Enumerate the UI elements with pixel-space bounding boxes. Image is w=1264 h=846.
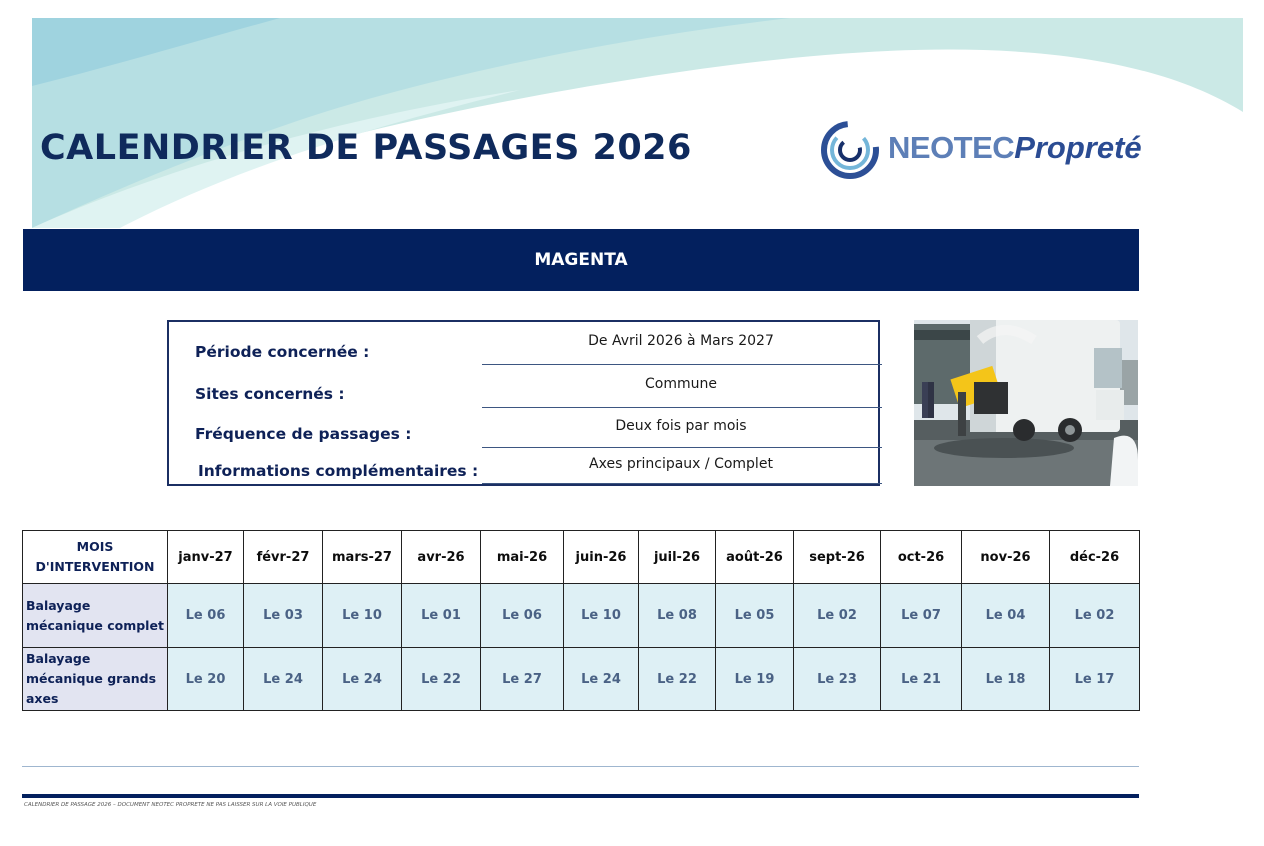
schedule-cell: Le 27 <box>481 648 564 711</box>
schedule-cell: Le 24 <box>244 648 323 711</box>
row-label-line: Balayage <box>26 651 91 666</box>
schedule-cell: Le 21 <box>881 648 962 711</box>
row-label-line: Balayage <box>26 597 91 613</box>
info-value-period: De Avril 2026 à Mars 2027 <box>588 333 774 349</box>
schedule-cell: Le 17 <box>1050 648 1140 711</box>
corner-line: MOIS <box>76 539 114 554</box>
schedule-cell: Le 02 <box>794 584 881 648</box>
schedule-cell: Le 03 <box>244 584 323 648</box>
row-label-full-sweeping <box>23 584 168 648</box>
schedule-cell: Le 24 <box>564 648 639 711</box>
info-divider <box>482 407 882 408</box>
month-header: sept-26 <box>794 531 881 584</box>
schedule-cell: Le 22 <box>639 648 716 711</box>
row-label-main-axes-sweeping <box>23 648 168 711</box>
zone-name: MAGENTA <box>534 250 628 270</box>
month-header: août-26 <box>716 531 794 584</box>
schedule-cell: Le 19 <box>716 648 794 711</box>
month-header: mars-27 <box>323 531 402 584</box>
row-label-line: mécanique complet <box>26 617 164 633</box>
footer-note: CALENDRIER DE PASSAGE 2026 – DOCUMENT NEOTEC PROPRETE NE PAS LAISSER SUR LA VOIE PUBLIQUE <box>24 802 317 808</box>
info-label-additional: Informations complémentaires : <box>198 462 479 480</box>
table-row <box>23 584 1140 648</box>
info-value-frequency: Deux fois par mois <box>615 418 747 434</box>
truck-illustration <box>914 320 1138 486</box>
schedule-cell: Le 10 <box>564 584 639 648</box>
info-label-frequency: Fréquence de passages : <box>195 425 412 443</box>
month-header: avr-26 <box>402 531 481 584</box>
info-divider <box>482 483 882 484</box>
company-logo <box>820 120 1150 182</box>
schedule-cell: Le 06 <box>481 584 564 648</box>
footer-bar <box>22 794 1139 798</box>
schedule-cell: Le 01 <box>402 584 481 648</box>
schedule-table <box>22 530 1140 711</box>
info-value-additional: Axes principaux / Complet <box>589 456 773 472</box>
schedule-cell: Le 18 <box>962 648 1050 711</box>
schedule-cell: Le 22 <box>402 648 481 711</box>
info-label-sites: Sites concernés : <box>195 385 345 403</box>
schedule-cell: Le 06 <box>168 584 244 648</box>
month-header: déc-26 <box>1050 531 1140 584</box>
page-title: CALENDRIER DE PASSAGES 2026 <box>40 128 692 168</box>
month-header: mai-26 <box>481 531 564 584</box>
month-header-corner <box>23 531 168 584</box>
schedule-cell: Le 08 <box>639 584 716 648</box>
month-header: juil-26 <box>639 531 716 584</box>
header-wave-background <box>0 0 1264 230</box>
schedule-cell: Le 10 <box>323 584 402 648</box>
swirl-logo-icon <box>820 120 880 180</box>
schedule-cell: Le 04 <box>962 584 1050 648</box>
logo-text-proprete: Propreté <box>1014 130 1142 165</box>
month-header: juin-26 <box>564 531 639 584</box>
month-header: janv-27 <box>168 531 244 584</box>
month-header: févr-27 <box>244 531 323 584</box>
info-label-period: Période concernée : <box>195 343 370 361</box>
row-label-line: mécanique grands <box>26 671 157 686</box>
zone-banner <box>23 229 1139 291</box>
schedule-cell: Le 20 <box>168 648 244 711</box>
garbage-truck-photo <box>914 320 1138 486</box>
footer-divider <box>22 766 1139 767</box>
info-divider <box>482 447 882 448</box>
schedule-cell: Le 02 <box>1050 584 1140 648</box>
info-divider <box>482 364 882 365</box>
month-header: nov-26 <box>962 531 1050 584</box>
schedule-cell: Le 07 <box>881 584 962 648</box>
table-header-row <box>23 531 1140 584</box>
row-label-line: axes <box>26 691 59 706</box>
logo-text-neotec: NEOTEC <box>888 130 1015 165</box>
schedule-cell: Le 05 <box>716 584 794 648</box>
corner-line: D'INTERVENTION <box>35 559 155 574</box>
table-row <box>23 648 1140 711</box>
info-value-sites: Commune <box>645 376 717 392</box>
schedule-cell: Le 23 <box>794 648 881 711</box>
month-header: oct-26 <box>881 531 962 584</box>
schedule-cell: Le 24 <box>323 648 402 711</box>
info-box <box>167 320 880 486</box>
